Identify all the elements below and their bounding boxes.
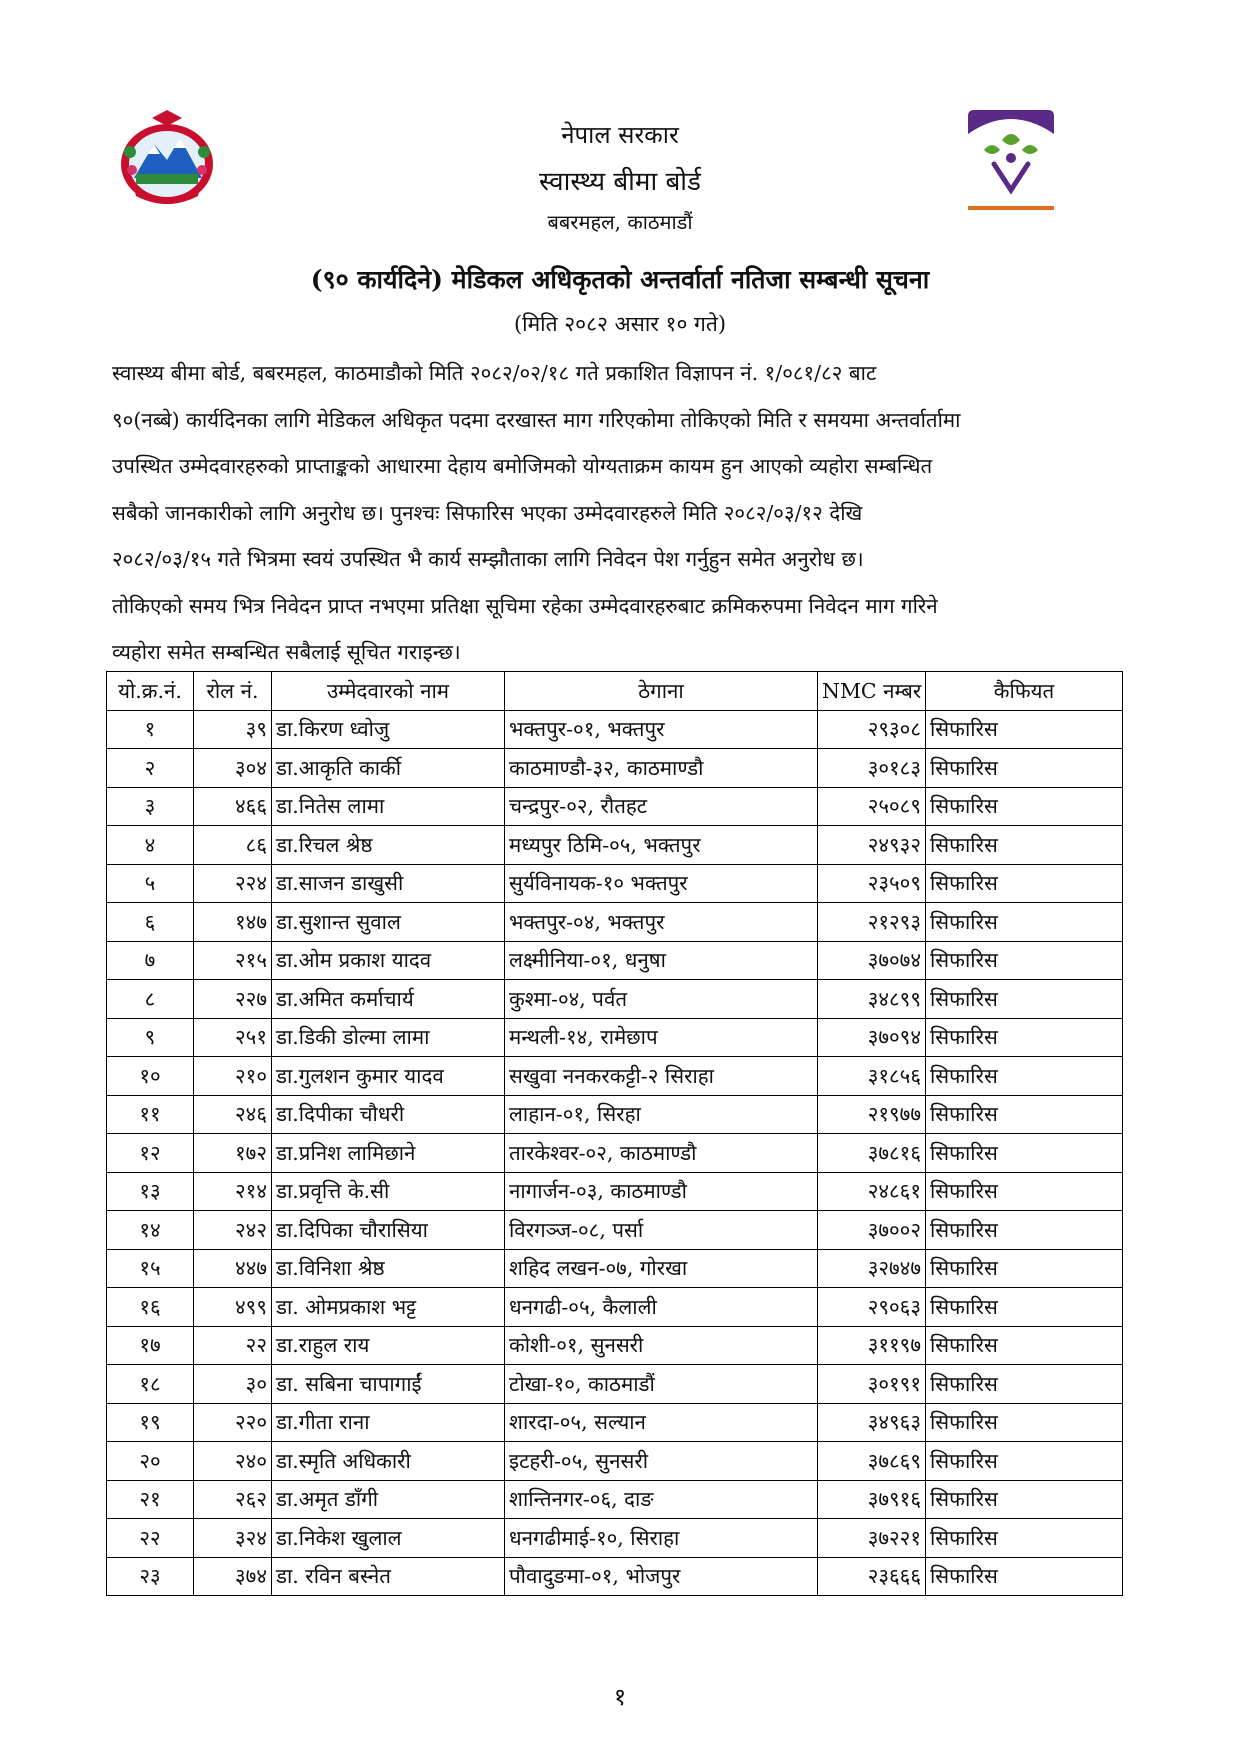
table-row [107,1134,1123,1173]
cell-address: धनगढीमाई-१०, सिराहा [505,1519,818,1558]
table-header-row [107,672,1123,711]
cell-remarks: सिफारिस [926,1172,1123,1211]
cell-nmc: ३४९६३ [818,1403,926,1442]
cell-serial: १ [107,710,194,749]
cell-nmc: २१९७७ [818,1095,926,1134]
cell-name: डा.अमित कर्माचार्य [272,980,505,1019]
cell-serial: ४ [107,826,194,865]
table-body [107,710,1123,1596]
cell-address: टोखा-१०, काठमाडौं [505,1365,818,1404]
cell-address: शान्तिनगर-०६, दाङ [505,1480,818,1519]
cell-serial: १८ [107,1365,194,1404]
cell-nmc: ३७८६९ [818,1442,926,1481]
notice-line: तोकिएको समय भित्र निवेदन प्राप्त नभएमा प्रतिक्षा सूचिमा रहेका उम्मेदवारहरुबाट क्रमिकरुपमा निवेदन माग गरिने [112,593,938,618]
cell-address: तारकेश्वर-०२, काठमाण्डौ [505,1134,818,1173]
cell-roll: २१० [194,1057,272,1096]
table-row [107,1018,1123,1057]
cell-roll: ८६ [194,826,272,865]
cell-remarks: सिफारिस [926,1442,1123,1481]
cell-roll: १७२ [194,1134,272,1173]
cell-roll: २४६ [194,1095,272,1134]
cell-nmc: ३०१९१ [818,1365,926,1404]
cell-address: भक्तपुर-०४, भक्तपुर [505,903,818,942]
cell-name: डा. ओमप्रकाश भट्ट [272,1288,505,1327]
cell-nmc: ३७००२ [818,1211,926,1250]
cell-address: शहिद लखन-०७, गोरखा [505,1249,818,1288]
cell-name: डा.रिचल श्रेष्ठ [272,826,505,865]
cell-remarks: सिफारिस [926,710,1123,749]
table-row [107,1057,1123,1096]
cell-name: डा.ओम प्रकाश यादव [272,941,505,980]
table-row [107,1557,1123,1596]
results-table [106,671,1123,1596]
cell-roll: २४० [194,1442,272,1481]
cell-remarks: सिफारिस [926,1365,1123,1404]
cell-address: चन्द्रपुर-०२, रौतहट [505,787,818,826]
cell-remarks: सिफारिस [926,749,1123,788]
cell-address: कुश्मा-०४, पर्वत [505,980,818,1019]
cell-roll: २२७ [194,980,272,1019]
cell-name: डा.विनिशा श्रेष्ठ [272,1249,505,1288]
cell-address: मध्यपुर ठिमि-०५, भक्तपुर [505,826,818,865]
government-name: नेपाल सरकार [561,121,679,149]
cell-name: डा. सबिना चापागाईं [272,1365,505,1404]
table-row [107,1249,1123,1288]
cell-address: पौवादुङमा-०१, भोजपुर [505,1557,818,1596]
cell-roll: २२४ [194,864,272,903]
table-row [107,1442,1123,1481]
header-nmc: NMC नम्बर [818,672,926,711]
cell-nmc: २९३०८ [818,710,926,749]
cell-remarks: सिफारिस [926,1095,1123,1134]
cell-nmc: ३११९७ [818,1326,926,1365]
cell-address: सुर्यविनायक-१० भक्तपुर [505,864,818,903]
cell-serial: ११ [107,1095,194,1134]
cell-name: डा.नितेस लामा [272,787,505,826]
cell-serial: १२ [107,1134,194,1173]
cell-address: भक्तपुर-०१, भक्तपुर [505,710,818,749]
cell-name: डा.दिपिका चौरासिया [272,1211,505,1250]
table-row [107,1365,1123,1404]
cell-address: लक्ष्मीनिया-०१, धनुषा [505,941,818,980]
cell-remarks: सिफारिस [926,1519,1123,1558]
cell-roll: २१४ [194,1172,272,1211]
cell-name: डा.प्रवृत्ति के.सी [272,1172,505,1211]
page-number: १ [613,1683,627,1711]
cell-nmc: २१२९३ [818,903,926,942]
cell-serial: ८ [107,980,194,1019]
cell-roll: २२ [194,1326,272,1365]
cell-nmc: २४९३२ [818,826,926,865]
cell-serial: १७ [107,1326,194,1365]
table-row [107,710,1123,749]
cell-name: डा.प्रनिश लामिछाने [272,1134,505,1173]
table-row [107,1326,1123,1365]
cell-remarks: सिफारिस [926,980,1123,1019]
cell-name: डा. रविन बस्नेत [272,1557,505,1596]
notice-title: (९० कार्यदिने) मेडिकल अधिकृतको अन्तर्वार्ता नतिजा सम्बन्धी सूचना [310,265,930,294]
cell-serial: १९ [107,1403,194,1442]
cell-serial: १३ [107,1172,194,1211]
header-address: ठेगाना [505,672,818,711]
header-roll: रोल नं. [194,672,272,711]
table-row [107,787,1123,826]
cell-nmc: २३५०९ [818,864,926,903]
cell-name: डा.स्मृति अधिकारी [272,1442,505,1481]
cell-address: कोशी-०१, सुनसरी [505,1326,818,1365]
cell-serial: १४ [107,1211,194,1250]
cell-address: इटहरी-०५, सुनसरी [505,1442,818,1481]
cell-nmc: ३०१८३ [818,749,926,788]
cell-serial: ९ [107,1018,194,1057]
cell-serial: २ [107,749,194,788]
header-serial: यो.क्र.नं. [107,672,194,711]
cell-nmc: २५०८९ [818,787,926,826]
notice-body [112,350,1122,676]
cell-remarks: सिफारिस [926,1326,1123,1365]
cell-name: डा.दिपीका चौधरी [272,1095,505,1134]
cell-roll: २५१ [194,1018,272,1057]
notice-line: २०८२/०३/१५ गते भित्रमा स्वयं उपस्थित भै कार्य सम्झौताका लागि निवेदन पेश गर्नुहुन समेत अनुरोध छ। [112,547,864,571]
cell-serial: १५ [107,1249,194,1288]
cell-remarks: सिफारिस [926,1018,1123,1057]
cell-serial: १० [107,1057,194,1096]
table-row [107,1403,1123,1442]
notice-line: व्यहोरा समेत सम्बन्धित सबैलाई सूचित गराइन्छ। [112,640,461,664]
cell-name: डा.किरण ध्वोजु [272,710,505,749]
cell-nmc: २९०६३ [818,1288,926,1327]
cell-serial: ७ [107,941,194,980]
table-row [107,1519,1123,1558]
table-row [107,749,1123,788]
cell-serial: २२ [107,1519,194,1558]
cell-name: डा.साजन डाखुसी [272,864,505,903]
cell-remarks: सिफारिस [926,1557,1123,1596]
table-row [107,826,1123,865]
cell-nmc: ३७९१६ [818,1480,926,1519]
cell-nmc: ३७०९४ [818,1018,926,1057]
notice-line: उपस्थित उम्मेदवारहरुको प्राप्ताङ्कको आधारमा देहाय बमोजिमको योग्यताक्रम कायम हुन आएको व्यहोरा सम्बन्धित [112,454,933,478]
cell-serial: २० [107,1442,194,1481]
cell-serial: २३ [107,1557,194,1596]
organization-name: स्वास्थ्य बीमा बोर्ड [539,167,701,197]
cell-nmc: २३६६६ [818,1557,926,1596]
header-name: उम्मेदवारको नाम [272,672,505,711]
table-row [107,864,1123,903]
cell-remarks: सिफारिस [926,903,1123,942]
cell-roll: ४९९ [194,1288,272,1327]
table-row [107,941,1123,980]
cell-nmc: २४८६१ [818,1172,926,1211]
cell-roll: ३७४ [194,1557,272,1596]
cell-roll: २४२ [194,1211,272,1250]
table-row [107,1095,1123,1134]
cell-serial: २१ [107,1480,194,1519]
cell-name: डा.राहुल राय [272,1326,505,1365]
cell-roll: २६२ [194,1480,272,1519]
cell-name: डा.गुलशन कुमार यादव [272,1057,505,1096]
cell-name: डा.डिकी डोल्मा लामा [272,1018,505,1057]
cell-remarks: सिफारिस [926,1288,1123,1327]
cell-address: मन्थली-१४, रामेछाप [505,1018,818,1057]
notice-line: स्वास्थ्य बीमा बोर्ड, बबरमहल, काठमाडौको मिति २०८२/०२/१८ गते प्रकाशित विज्ञापन नं. १/०८१/८२ बाट [112,361,877,385]
cell-remarks: सिफारिस [926,1249,1123,1288]
cell-roll: २१५ [194,941,272,980]
cell-remarks: सिफारिस [926,787,1123,826]
cell-nmc: ३४८९९ [818,980,926,1019]
notice-line: सबैको जानकारीको लागि अनुरोध छ। पुनश्चः सिफारिस भएका उम्मेदवारहरुले मिति २०८२/०३/१२ देखि [112,500,863,525]
cell-roll: ३०४ [194,749,272,788]
table-row [107,903,1123,942]
cell-roll: ४४७ [194,1249,272,1288]
cell-name: डा.आकृति कार्की [272,749,505,788]
cell-roll: ३० [194,1365,272,1404]
table-row [107,1480,1123,1519]
cell-serial: ५ [107,864,194,903]
organization-address: बबरमहल, काठमाडौं [547,210,693,234]
table-row [107,1288,1123,1327]
cell-name: डा.निकेश खुलाल [272,1519,505,1558]
cell-roll: ३९ [194,710,272,749]
cell-roll: ४६६ [194,787,272,826]
cell-remarks: सिफारिस [926,1211,1123,1250]
cell-roll: ३२४ [194,1519,272,1558]
cell-remarks: सिफारिस [926,1057,1123,1096]
cell-remarks: सिफारिस [926,1134,1123,1173]
cell-serial: ६ [107,903,194,942]
cell-address: सखुवा ननकरकट्टी-२ सिराहा [505,1057,818,1096]
cell-name: डा.सुशान्त सुवाल [272,903,505,942]
cell-name: डा.अमृत डाँगी [272,1480,505,1519]
cell-serial: ३ [107,787,194,826]
notice-date: (मिति २०८२ असार १० गते) [513,312,727,336]
cell-nmc: ३१८५६ [818,1057,926,1096]
table-row [107,980,1123,1019]
cell-address: काठमाण्डौ-३२, काठमाण्डौ [505,749,818,788]
cell-remarks: सिफारिस [926,864,1123,903]
table-row [107,1172,1123,1211]
cell-name: डा.गीता राना [272,1403,505,1442]
table-row [107,1211,1123,1250]
cell-nmc: ३७२२१ [818,1519,926,1558]
cell-nmc: ३७०७४ [818,941,926,980]
cell-remarks: सिफारिस [926,941,1123,980]
cell-remarks: सिफारिस [926,826,1123,865]
cell-nmc: ३७८१६ [818,1134,926,1173]
cell-remarks: सिफारिस [926,1403,1123,1442]
cell-address: लाहान-०१, सिरहा [505,1095,818,1134]
cell-address: नागार्जन-०३, काठमाण्डौ [505,1172,818,1211]
header-remarks: कैफियत [926,672,1123,711]
cell-remarks: सिफारिस [926,1480,1123,1519]
cell-address: विरगञ्ज-०८, पर्सा [505,1211,818,1250]
cell-roll: १४७ [194,903,272,942]
cell-serial: १६ [107,1288,194,1327]
cell-address: धनगढी-०५, कैलाली [505,1288,818,1327]
notice-line: ९०(नब्बे) कार्यदिनका लागि मेडिकल अधिकृत पदमा दरखास्त माग गरिएकोमा तोकिएको मिति र समयमा अन्तर्वार्तामा [112,407,961,432]
cell-roll: २२० [194,1403,272,1442]
cell-address: शारदा-०५, सल्यान [505,1403,818,1442]
cell-nmc: ३२७४७ [818,1249,926,1288]
